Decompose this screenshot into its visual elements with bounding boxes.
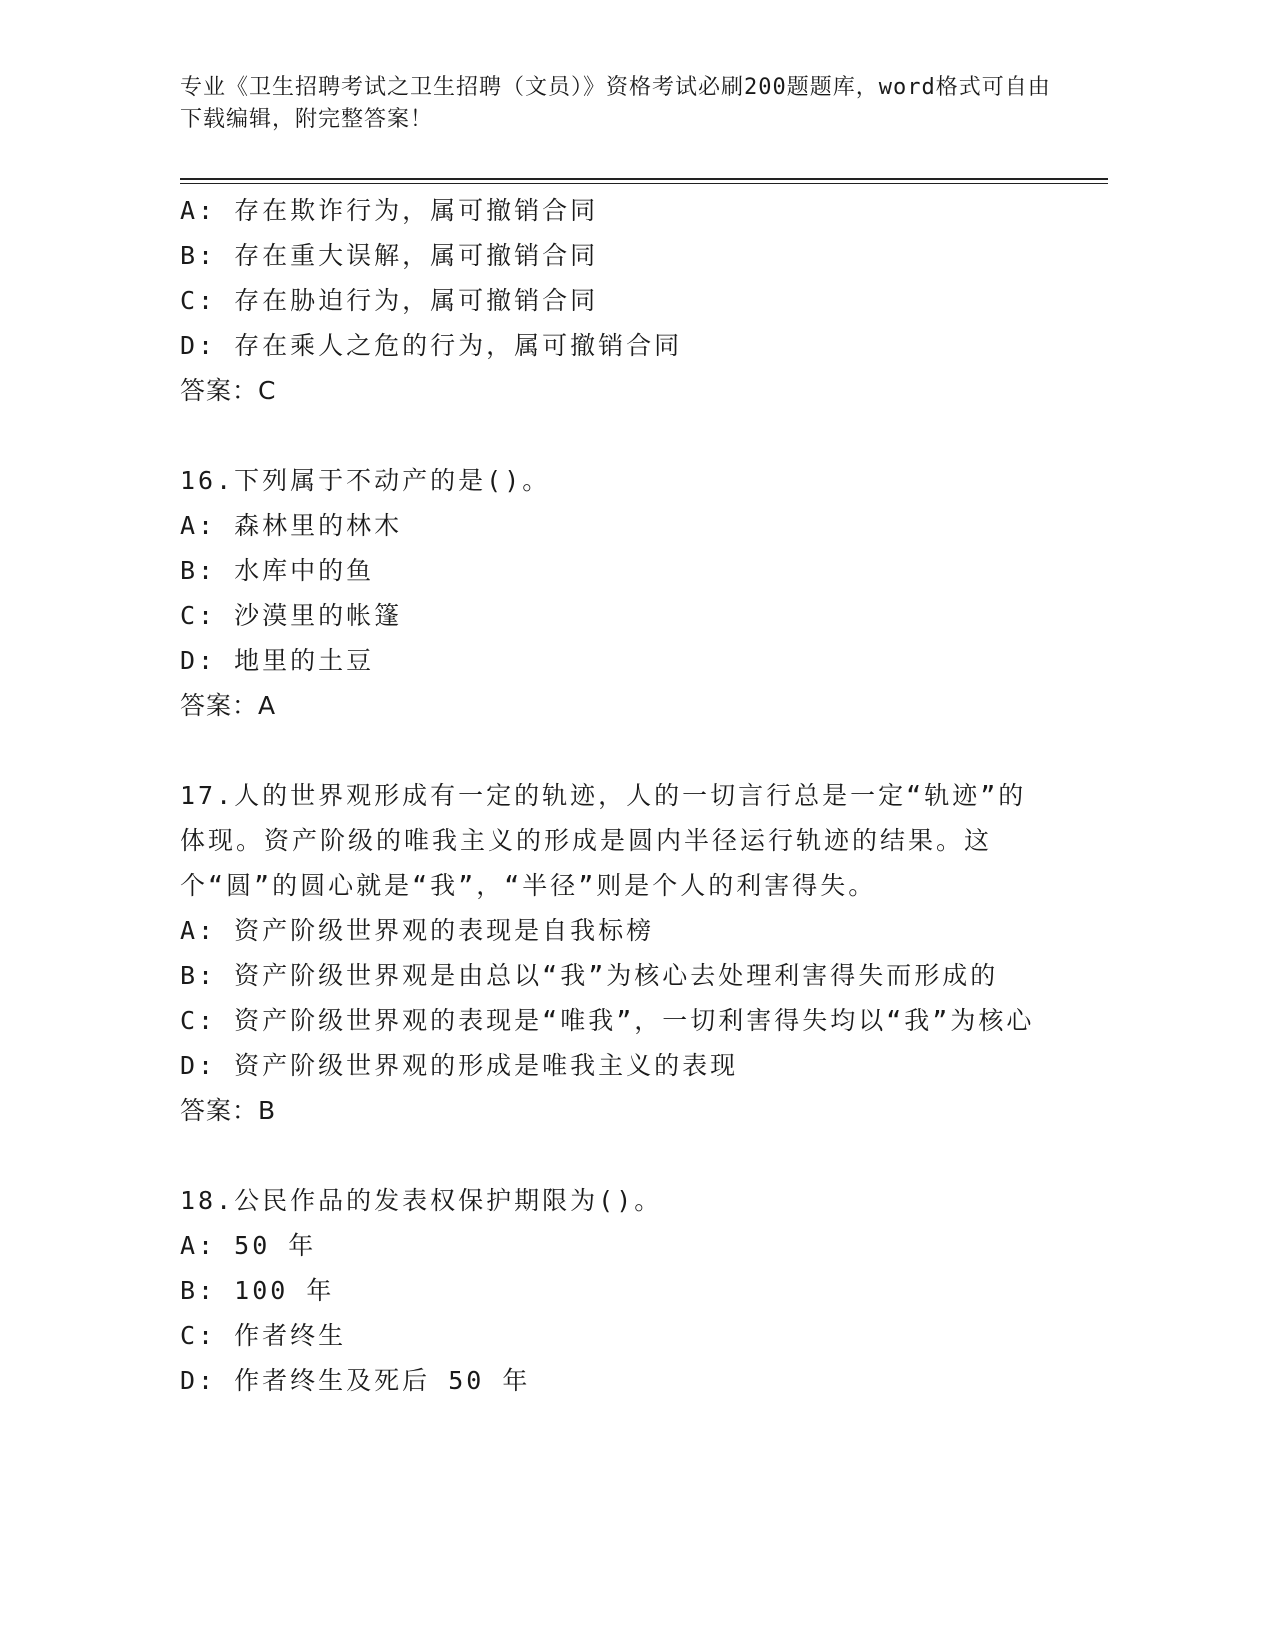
answer-line: 答案：C [180,376,277,405]
option-a: A: 存在欺诈行为，属可撤销合同 [180,196,599,225]
header-rule-thin [180,183,1108,184]
option-a: A: 资产阶级世界观的表现是自我标榜 [180,916,655,945]
option-d: D: 资产阶级世界观的形成是唯我主义的表现 [180,1051,739,1080]
option-d: D: 地里的土豆 [180,646,375,675]
option-c: C: 沙漠里的帐篷 [180,601,403,630]
question-stem: 16.下列属于不动产的是()。 [180,466,551,495]
header-rule-thick [180,178,1108,180]
question-15 [180,188,1040,413]
question-16 [180,458,1040,728]
option-c: C: 作者终生 [180,1321,347,1350]
answer-line: 答案：A [180,691,277,720]
option-c: C: 存在胁迫行为，属可撤销合同 [180,286,599,315]
question-17 [180,773,1040,1133]
page-header: 专业《卫生招聘考试之卫生招聘（文员）》资格考试必刷200题题库，word格式可自由下载编辑，附完整答案！ [180,75,1051,132]
option-a: A: 森林里的林木 [180,511,403,540]
question-stem: 18.公民作品的发表权保护期限为()。 [180,1186,663,1215]
option-d: D: 存在乘人之危的行为，属可撤销合同 [180,331,683,360]
question-18 [180,1178,1040,1403]
question-list [180,188,1040,1403]
option-b: B: 水库中的鱼 [180,556,375,585]
option-b: B: 100 年 [180,1276,335,1305]
option-b: B: 资产阶级世界观是由总以“我”为核心去处理利害得失而形成的 [180,961,999,990]
question-stem: 17.人的世界观形成有一定的轨迹，人的一切言行总是一定“轨迹”的体现。资产阶级的唯我主义的形成是圆内半径运行轨迹的结果。这个“圆”的圆心就是“我”，“半径”则是个人的利害得失。 [180,781,1027,900]
option-b: B: 存在重大误解，属可撤销合同 [180,241,599,270]
answer-line: 答案：B [180,1096,277,1125]
option-a: A: 50 年 [180,1231,317,1260]
option-c: C: 资产阶级世界观的表现是“唯我”，一切利害得失均以“我”为核心 [180,1006,1035,1035]
option-d: D: 作者终生及死后 50 年 [180,1366,531,1395]
